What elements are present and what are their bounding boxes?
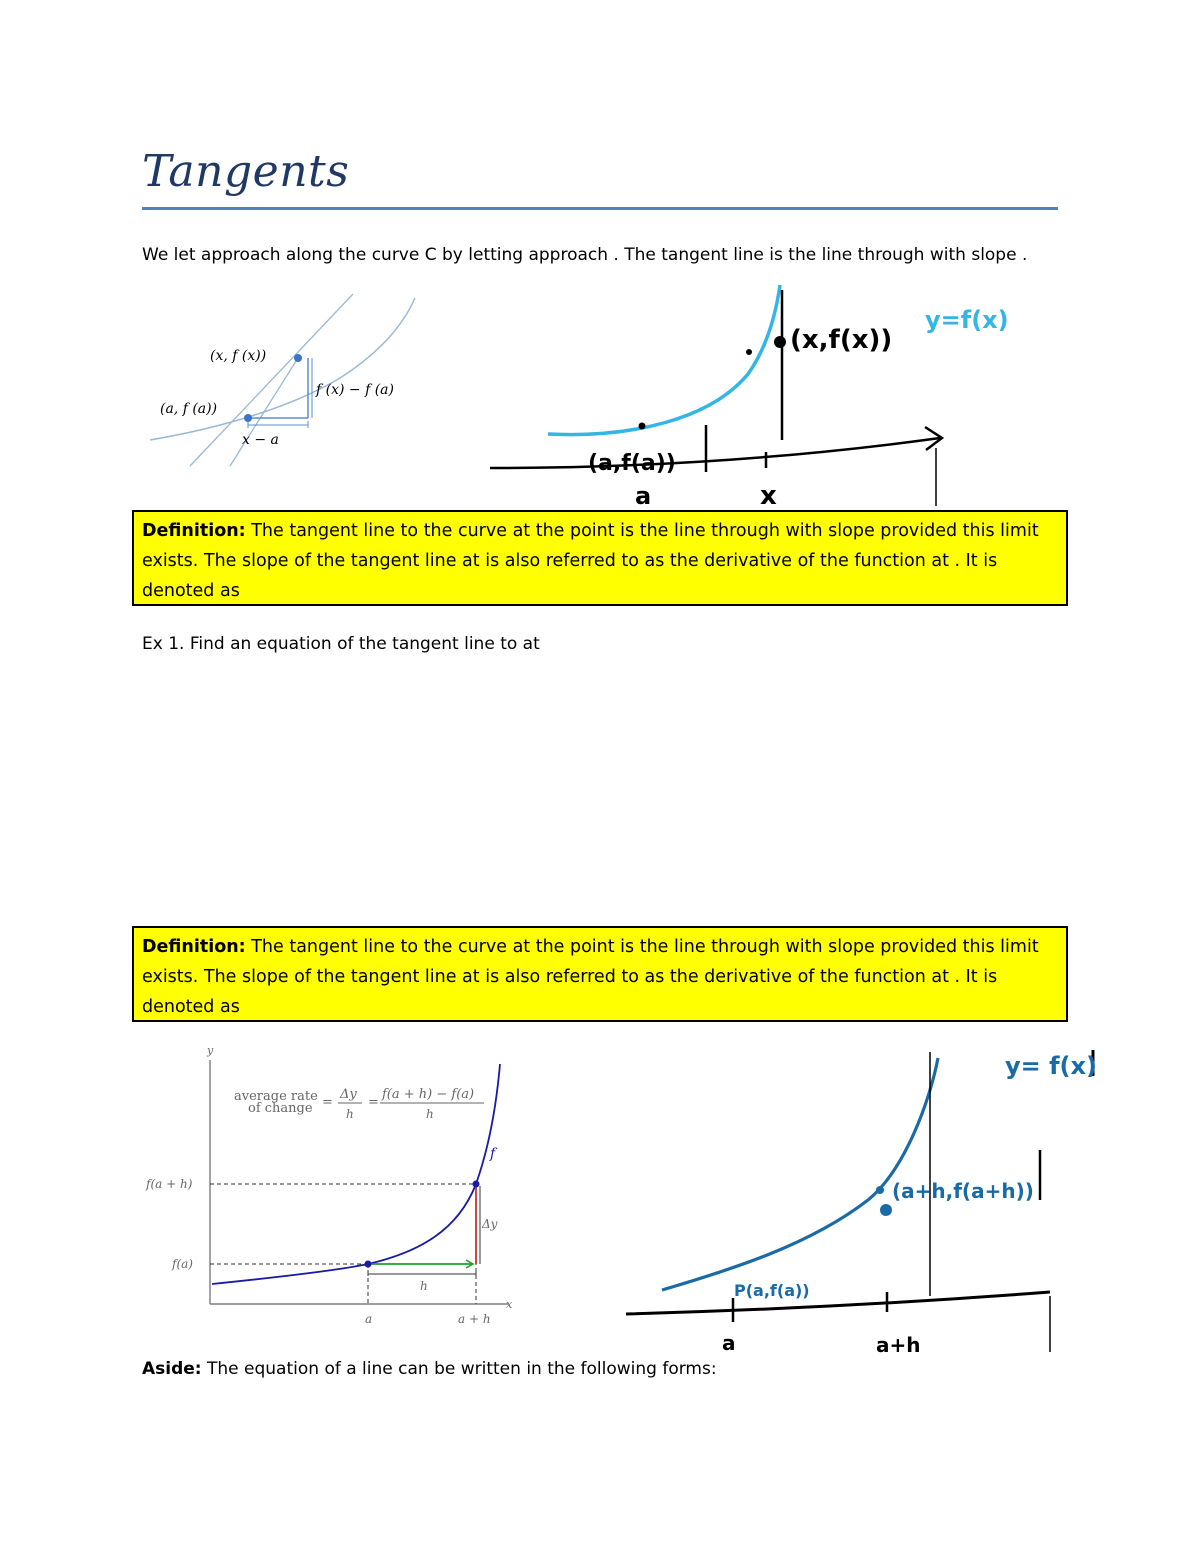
tick-label-ah: a+h	[876, 1333, 921, 1357]
aside-label: Aside:	[142, 1359, 202, 1379]
frac2-den: h	[426, 1107, 434, 1121]
curve	[548, 285, 780, 435]
svg-text:=: =	[368, 1095, 379, 1110]
page-title: Tangents	[142, 146, 350, 197]
label-curve: y= f(x)	[1005, 1052, 1097, 1080]
frac2-num: f(a + h) − f(a)	[382, 1087, 475, 1102]
avg-label-1: average rate	[234, 1089, 318, 1104]
label-point-a: P(a,f(a))	[734, 1281, 810, 1300]
curve	[662, 1058, 938, 1290]
tick-label-a: a	[722, 1331, 736, 1355]
secant-diagram	[140, 288, 440, 468]
aside-text: The equation of a line can be written in the following forms:	[201, 1359, 717, 1379]
label-point-x: (x, f (x))	[210, 348, 267, 364]
f-label: f	[490, 1146, 496, 1162]
point-a-dot	[244, 414, 252, 422]
xtick-a: a	[365, 1312, 373, 1326]
definition-text: The tangent line to the curve at the point is the line through with slope provided this limit exists. The slope of the tangent line at is also referred to as the derivative of the function at . It is denoted as	[142, 521, 1039, 601]
label-point-x: (x,f(x))	[790, 325, 893, 355]
xtick-ah: a + h	[458, 1312, 491, 1326]
definition-text: The tangent line to the curve at the point is the line through with slope provided this limit exists. The slope of the tangent line at is also referred to as the derivative of the function at . It is denoted as	[142, 937, 1039, 1017]
tick-label-a: a	[635, 482, 652, 510]
intro-paragraph: We let approach along the curve C by letting approach . The tangent line is the line through with slope .	[142, 245, 1028, 265]
x-axis-label: x	[506, 1298, 513, 1311]
avg-label-2: of change	[248, 1101, 313, 1116]
label-point-a: (a,f(a))	[588, 451, 676, 476]
definition-label: Definition:	[142, 937, 246, 957]
ytick-fah: f(a + h)	[146, 1177, 193, 1191]
tick-label-x: x	[760, 481, 777, 510]
aside-paragraph	[142, 1359, 717, 1379]
x-axis	[626, 1292, 1050, 1314]
definition-label: Definition:	[142, 521, 246, 541]
label-run: x − a	[242, 432, 279, 448]
svg-text:=: =	[322, 1095, 333, 1110]
y-axis-label: y	[207, 1044, 214, 1057]
h-label: h	[420, 1279, 428, 1293]
dy-label: Δy	[482, 1217, 498, 1231]
label-diff: f (x) − f (a)	[316, 382, 394, 398]
label-curve: y=f(x)	[925, 306, 1009, 334]
label-point-a: (a, f (a))	[160, 401, 218, 417]
label-point-ah: (a+h,f(a+h))	[892, 1179, 1034, 1203]
frac1-den: h	[346, 1107, 354, 1121]
handwritten-sketch-2	[620, 1040, 1100, 1358]
example-1: Ex 1. Find an equation of the tangent line to at	[142, 634, 540, 654]
frac1-num: Δy	[340, 1087, 357, 1102]
definition-box	[132, 510, 1068, 606]
definition-box-repeat	[132, 926, 1068, 1022]
tangent-line	[230, 358, 298, 466]
handwritten-sketch-1	[480, 280, 1040, 510]
x-axis	[490, 438, 940, 468]
average-rate-figure	[140, 1040, 520, 1340]
ytick-fa: f(a)	[172, 1257, 193, 1271]
title-underline	[142, 207, 1058, 210]
point-x-dot	[294, 354, 302, 362]
